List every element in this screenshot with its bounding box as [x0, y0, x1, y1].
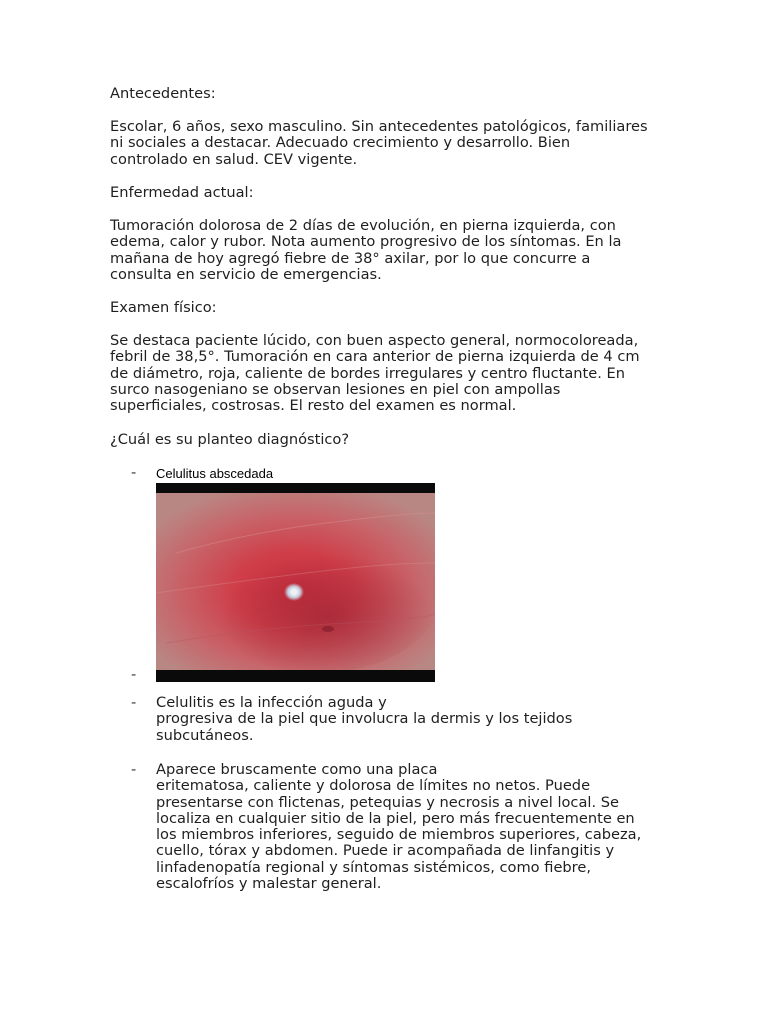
bullet-dash: - — [131, 666, 137, 683]
diagnosis-question: ¿Cuál es su planteo diagnóstico? — [110, 431, 350, 448]
cellulitis-photo-image — [156, 493, 435, 670]
bullet-dash: - — [131, 464, 137, 481]
photo-caption: Celulitus abscedada — [156, 466, 274, 481]
antecedentes-heading: Antecedentes: — [110, 85, 216, 102]
cellulitis-photo — [156, 483, 435, 682]
bullet-dash: - — [131, 694, 137, 711]
enfermedad-actual-heading: Enfermedad actual: — [110, 184, 254, 201]
cellulitis-definition: Celulitis es la infección aguda y progresiva de la piel que involucra la dermis y los tejidos subcutáneos. — [156, 694, 573, 744]
examen-fisico-heading: Examen físico: — [110, 299, 217, 316]
bullet-dash: - — [131, 761, 137, 778]
examen-fisico-paragraph: Se destaca paciente lúcido, con buen aspecto general, normocoloreada, febril de 38,5°. Tumoración en cara anterior de pierna izquierda de 4 cm de diámetro, roja, caliente de bordes irregulares y centro fluctante. En surco nasogeniano se observan lesiones en piel con ampollas superficiales, costrosas. El resto del examen es normal. — [110, 332, 640, 415]
enfermedad-actual-paragraph: Tumoración dolorosa de 2 días de evolución, en pierna izquierda, con edema, calor y rubor. Nota aumento progresivo de los síntomas. En la mañana de hoy agregó fiebre de 38° axilar, por lo que concurre a consulta en servicio de emergencias. — [110, 217, 622, 283]
cellulitis-description: Aparece bruscamente como una placa eritematosa, caliente y dolorosa de límites no netos. Puede presentarse con flictenas, petequias y necrosis a nivel local. Se localiza en cualquier sitio de la piel, pero más frecuentemente en los miembros inferiores, seguido de miembros superiores, cabeza, cuello, tórax y abdomen. Puede ir acompañada de linfangitis y linfadenopatía regional y síntomas sistémicos, como fiebre, escalofríos y malestar general. — [156, 761, 642, 893]
antecedentes-paragraph: Escolar, 6 años, sexo masculino. Sin antecedentes patológicos, familiares ni sociales a destacar. Adecuado crecimiento y desarrollo. Bien controlado en salud. CEV vigente. — [110, 118, 648, 168]
